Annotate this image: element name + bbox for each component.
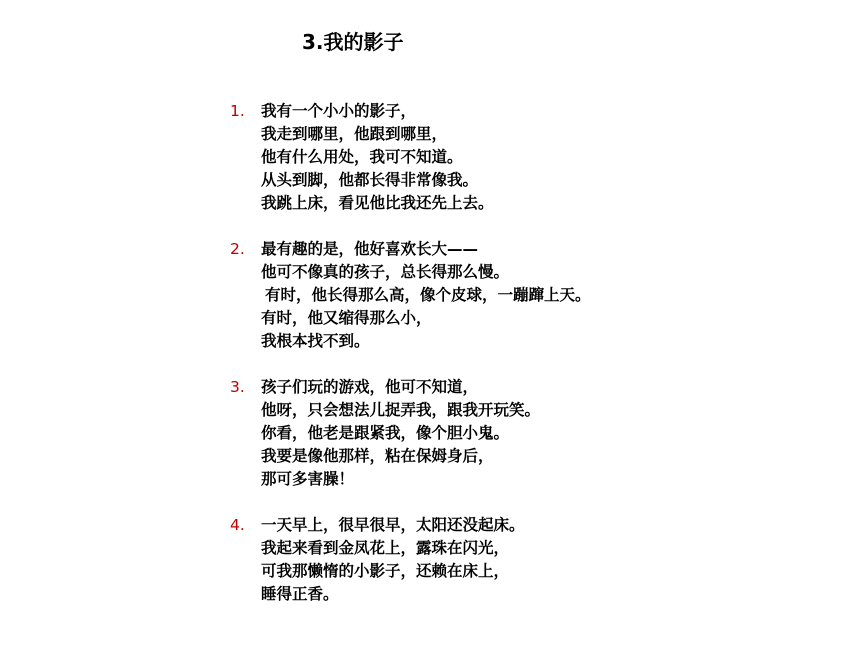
stanza-number: 3. bbox=[230, 378, 245, 396]
stanza-lines bbox=[261, 376, 790, 491]
page-title: 3.我的影子 bbox=[302, 30, 404, 54]
poem-line: 可我那懒惰的小影子，还赖在床上， bbox=[261, 562, 510, 580]
poem-line: 我要是像他那样，粘在保姆身后， bbox=[261, 447, 494, 465]
poem-line: 他有什么用处，我可不知道。 bbox=[261, 148, 463, 166]
poem-line: 我起来看到金凤花上，露珠在闪光， bbox=[261, 539, 510, 557]
poem-line: 我跳上床，看见他比我还先上去。 bbox=[261, 194, 494, 212]
poem-line: 有时，他长得那么高，像个皮球，一蹦蹿上天。 bbox=[265, 286, 591, 304]
poem-line: 孩子们玩的游戏，他可不知道， bbox=[261, 378, 479, 396]
poem-line: 他呀，只会想法儿捉弄我，跟我开玩笑。 bbox=[261, 401, 541, 419]
poem-line: 那可多害臊！ bbox=[261, 470, 355, 488]
stanza-3 bbox=[230, 376, 790, 491]
poem-line: 他可不像真的孩子，总长得那么慢。 bbox=[261, 263, 510, 281]
stanza-2 bbox=[230, 238, 790, 353]
poem-body bbox=[230, 100, 790, 629]
stanza-number: 1. bbox=[230, 102, 245, 120]
stanza-number: 4. bbox=[230, 516, 245, 534]
poem-line: 我有一个小小的影子， bbox=[261, 102, 417, 120]
stanza-1 bbox=[230, 100, 790, 215]
poem-line: 我走到哪里，他跟到哪里， bbox=[261, 125, 448, 143]
poem-line: 睡得正香。 bbox=[261, 585, 339, 603]
poem-line: 一天早上，很早很早，太阳还没起床。 bbox=[261, 516, 525, 534]
poem-line: 从头到脚，他都长得非常像我。 bbox=[261, 171, 479, 189]
stanza-lines bbox=[261, 238, 790, 353]
stanza-number: 2. bbox=[230, 240, 245, 258]
poem-line: 你看，他老是跟紧我，像个胆小鬼。 bbox=[261, 424, 510, 442]
stanza-lines bbox=[261, 514, 790, 606]
stanza-lines bbox=[261, 100, 790, 215]
poem-line: 最有趣的是，他好喜欢长大—— bbox=[261, 240, 479, 258]
poem-line: 我根本找不到。 bbox=[261, 332, 370, 350]
poem-line: 有时，他又缩得那么小， bbox=[261, 309, 432, 327]
stanza-4 bbox=[230, 514, 790, 606]
